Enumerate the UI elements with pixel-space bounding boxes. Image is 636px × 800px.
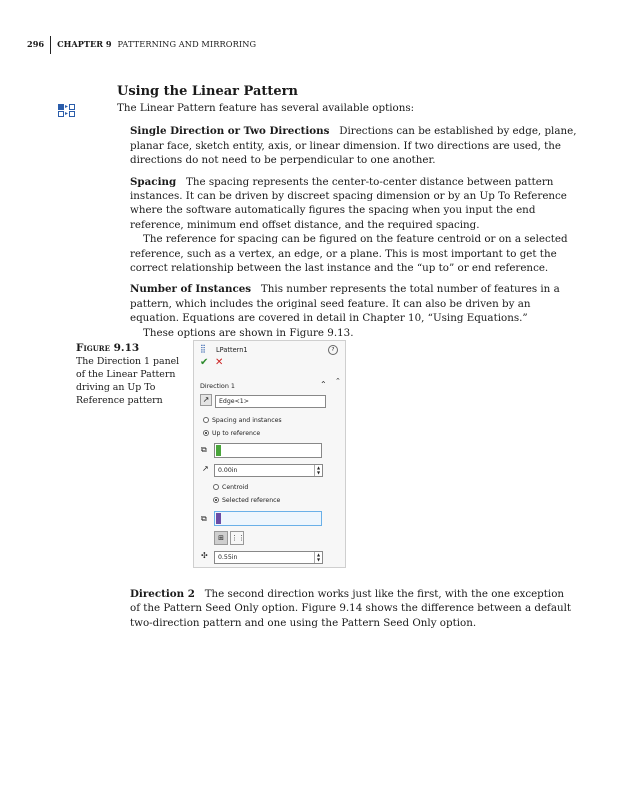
linear-pattern-icon: ▸ ▸	[58, 104, 78, 118]
instances-paragraph	[117, 282, 577, 325]
radio-button-selected[interactable]	[203, 430, 209, 436]
spacing-paragraph	[117, 175, 577, 233]
instances-lead: Number of Instances	[130, 283, 252, 296]
radio-centroid[interactable]	[213, 483, 248, 491]
section-title: Using the Linear Pattern	[117, 84, 298, 99]
ok-check-icon[interactable]: ✔	[200, 357, 209, 368]
direction2-text: The second direction works just like the first, with the one exception of the Pattern Seed Only option. Figure 9.14 shows the difference between a default two-direction pattern and one using the Pattern Seed Only option.	[130, 588, 572, 629]
green-indicator	[216, 445, 221, 456]
chapter-title: PATTERNING AND MIRRORING	[117, 39, 257, 49]
intro-paragraph: The Linear Pattern feature has several available options:	[117, 102, 415, 114]
spacing-input[interactable]	[214, 551, 323, 564]
single-direction-text: Directions can be established by edge, plane, planar face, sketch entity, axis, or linear dimension. If two directions are used, the directions do not need to be perpendicular to one another.	[130, 125, 577, 167]
pattern-feature-icon: ⣿	[200, 344, 206, 353]
spacing-text: The spacing represents the center-to-center distance between pattern instances. It can be driven by discreet spacing dimension or by an Up To Reference where the software automatically figures the spacing when you input the end reference, minimum end offset distance, and the required spacing.	[130, 175, 567, 231]
radio-up-to-reference[interactable]	[203, 429, 260, 437]
purple-indicator	[216, 513, 221, 524]
radio-spacing-instances[interactable]	[203, 416, 282, 424]
offset-arrow-icon: ↗	[202, 464, 209, 473]
reference-cube-icon: ⧉	[201, 445, 207, 454]
direction2-paragraph	[130, 587, 577, 630]
page-number: 296	[27, 39, 45, 49]
reference-selection-box[interactable]	[214, 443, 322, 458]
radio-spacing-label: Spacing and instances	[212, 417, 282, 424]
chapter-label: CHAPTER 9	[57, 39, 112, 49]
figure-caption	[76, 342, 186, 407]
direction1-label: Direction 1	[200, 382, 235, 390]
radio-selected-ref-label: Selected reference	[222, 497, 281, 504]
running-header	[27, 36, 256, 56]
spacing-option-icon[interactable]: ⊞	[214, 531, 228, 545]
radio-button[interactable]	[213, 484, 219, 490]
instances-option-icon[interactable]: ⋮⋮	[230, 531, 244, 545]
figure-caption-text: The Direction 1 panel of the Linear Pattern driving an Up To Reference pattern	[76, 356, 180, 406]
offset-value: 0.00in	[218, 467, 238, 474]
header-divider	[50, 36, 51, 54]
radio-selected-reference[interactable]	[213, 496, 280, 504]
figure-number: Figure 9.13	[76, 342, 140, 354]
body-text	[117, 101, 577, 340]
spacing-icon: ✣	[201, 551, 208, 560]
panel-title: LPattern1	[216, 346, 248, 354]
single-direction-paragraph	[117, 124, 577, 167]
instances-text: This number represents the total number of features in a pattern, which includes the original seed feature. It can also be driven by an equation. Equations are covered in detail in Chapter 10, “Using Equations.”	[130, 283, 560, 325]
offset-spinner[interactable]: ▲ ▼	[314, 465, 322, 476]
help-icon[interactable]: ?	[328, 345, 338, 355]
selected-reference-cube-icon: ⧉	[201, 514, 207, 523]
spacing-lead: Spacing	[130, 175, 177, 188]
cancel-x-icon[interactable]: ✕	[215, 357, 224, 368]
collapse-chevron-icon[interactable]: ⌃	[320, 380, 327, 389]
spacing-value: 0.55in	[218, 554, 238, 561]
selected-reference-box[interactable]	[214, 511, 322, 526]
radio-button[interactable]	[203, 417, 209, 423]
direction2-block	[130, 587, 577, 630]
scrollbar[interactable]	[334, 377, 342, 563]
spacing-paragraph-2: The reference for spacing can be figured on the feature centroid or on a selected reference, such as a vertex, an edge, or a plane. This is most important to get the correct relationship between the last instance and the “up to” or end reference.	[130, 233, 568, 275]
radio-up-to-label: Up to reference	[212, 430, 261, 437]
spacing-spinner[interactable]: ▲ ▼	[314, 552, 322, 563]
offset-input[interactable]	[214, 464, 323, 477]
reverse-direction-icon[interactable]: ↗	[200, 394, 212, 406]
instances-paragraph-2: These options are shown in Figure 9.13.	[143, 326, 354, 339]
scroll-up-icon[interactable]: ⌃	[335, 377, 341, 385]
single-direction-lead: Single Direction or Two Directions	[130, 125, 330, 138]
direction2-lead: Direction 2	[130, 588, 195, 600]
radio-centroid-label: Centroid	[222, 484, 249, 491]
linear-pattern-panel	[193, 340, 346, 568]
radio-button-selected[interactable]	[213, 497, 219, 503]
direction-field[interactable]: Edge<1>	[215, 395, 326, 408]
